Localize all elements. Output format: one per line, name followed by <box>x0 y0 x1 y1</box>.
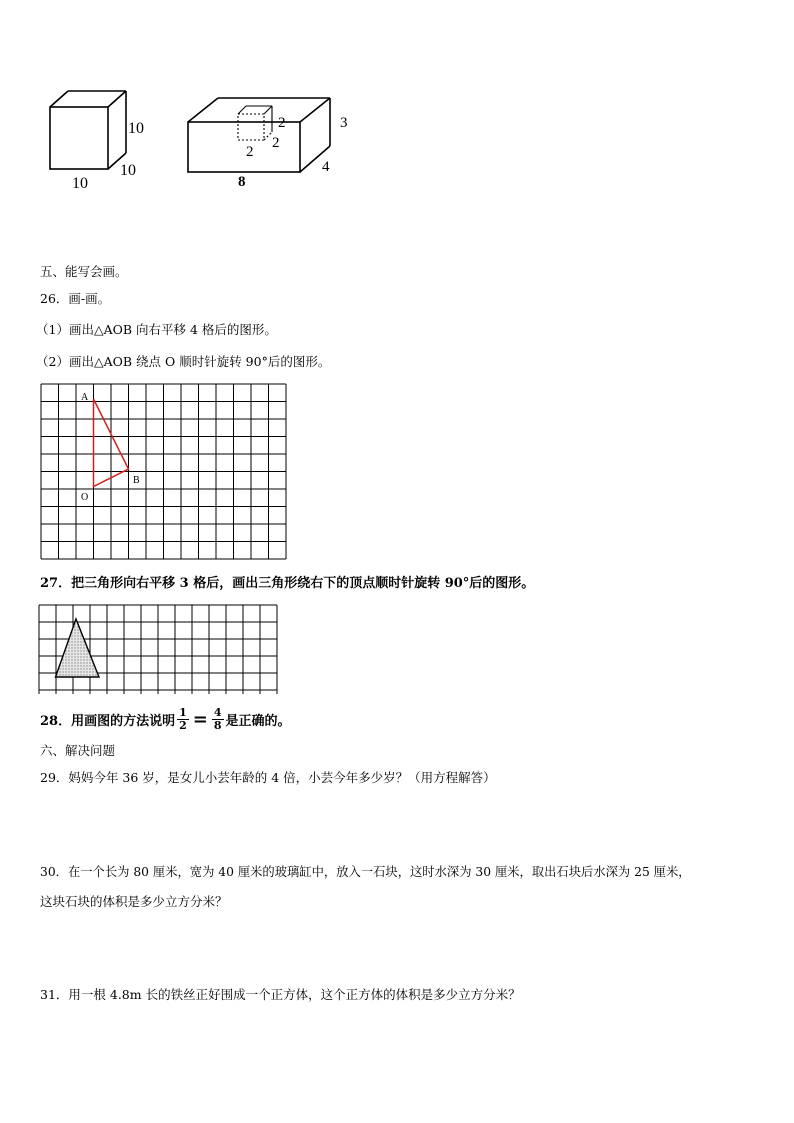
point-a-label: A <box>81 392 89 403</box>
q31-text: 31．用一根 4.8m 长的铁丝正好围成一个正方体，这个正方体的体积是多少立方分米？ <box>40 987 521 1002</box>
q30-line1: 30．在一个长为 80 厘米，宽为 40 厘米的玻璃缸中，放入一石块，这时水深为 30 厘米，取出石块后水深为 25 厘米， <box>40 865 691 879</box>
q30-line2: 这块石块的体积是多少立方分米？ <box>40 894 228 909</box>
small-cube-label-bottom: 2 <box>246 144 254 160</box>
q27-title: 27．把三角形向右平移 3 格后，画出三角形绕右下的顶点顺时针旋转 90°后的图形。 <box>40 576 535 591</box>
point-b-label: B <box>133 475 140 486</box>
cuboid-length-label: 8 <box>238 174 246 190</box>
section-five-heading: 五、能写会画。 <box>40 264 128 279</box>
frac1-denominator: 2 <box>179 719 187 732</box>
q26-part2: （2）画出△AOB 绕点 O 顺时针旋转 90°后的图形。 <box>36 354 331 369</box>
cuboid-width-label: 4 <box>322 159 330 175</box>
q26-title: 26．画-画。 <box>40 291 111 306</box>
point-o-label: O <box>81 492 89 503</box>
q27-grid <box>38 602 283 694</box>
q26-grid <box>40 383 290 563</box>
section-six-heading: 六、解决问题 <box>40 743 116 758</box>
fraction-1-2 <box>177 707 189 732</box>
equals-sign: = <box>192 709 208 730</box>
cube-figure <box>40 85 160 195</box>
q28-suffix: 是正确的。 <box>225 714 291 729</box>
frac2-denominator: 8 <box>213 719 222 732</box>
small-cube-label-depth: 2 <box>272 135 280 151</box>
cube-right-label: 10 <box>128 120 144 137</box>
small-cube-label-side: 2 <box>278 115 286 131</box>
cuboid-figure <box>180 90 370 195</box>
cuboid-height-label: 3 <box>340 115 348 131</box>
shaded-triangle <box>56 619 100 677</box>
cube-bottom-label: 10 <box>72 175 88 192</box>
frac2-numerator: 4 <box>213 706 222 719</box>
q28-prefix: 28．用画图的方法说明 <box>40 714 176 729</box>
q28-line <box>40 707 291 732</box>
frac1-numerator: 1 <box>179 706 187 719</box>
cube-depth-label: 10 <box>120 162 136 179</box>
fraction-4-8 <box>212 707 224 732</box>
q26-part1: （1）画出△AOB 向右平移 4 格后的图形。 <box>36 322 277 337</box>
q29-text: 29．妈妈今年 36 岁，是女儿小芸年龄的 4 倍，小芸今年多少岁？（用方程解答） <box>40 770 496 785</box>
